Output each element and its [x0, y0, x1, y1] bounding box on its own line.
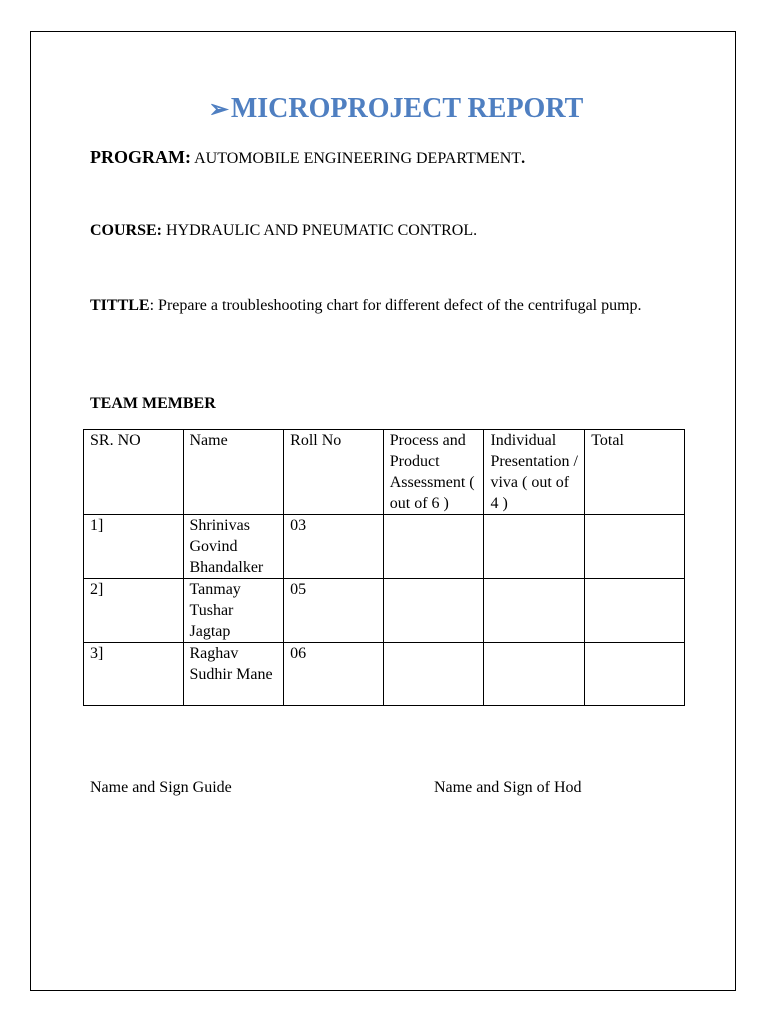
cell-name: Tanmay Tushar Jagtap — [183, 579, 284, 643]
guide-signature-label: Name and Sign Guide — [90, 779, 232, 796]
program-value: AUTOMOBILE ENGINEERING DEPARTMENT — [190, 150, 522, 167]
cell-individual-presentation — [484, 643, 585, 706]
header-process-assessment: Process and Product Assessment ( out of 6 ) — [383, 430, 484, 515]
table-row — [84, 643, 685, 706]
table-row — [84, 579, 685, 643]
cell-roll-no: 03 — [284, 515, 384, 579]
program-line — [90, 145, 690, 171]
cell-roll-no: 05 — [284, 579, 384, 643]
cell-individual-presentation — [484, 515, 585, 579]
course-label: COURSE: — [90, 222, 163, 239]
cell-process-assessment — [383, 643, 484, 706]
cell-process-assessment — [383, 515, 484, 579]
program-period: . — [521, 150, 526, 167]
table-header-row — [84, 430, 685, 515]
header-name: Name — [183, 430, 284, 515]
tittle-label: TITTLE — [90, 297, 150, 314]
cell-process-assessment — [383, 579, 484, 643]
cell-total — [585, 579, 685, 643]
cell-sr-no: 2] — [84, 579, 184, 643]
page-title — [0, 92, 768, 127]
course-line — [90, 219, 690, 243]
header-roll-no: Roll No — [284, 430, 384, 515]
cell-name: Shrinivas Govind Bhandalker — [183, 515, 284, 579]
program-label: PROGRAM: — [90, 147, 191, 167]
team-member-table — [83, 429, 685, 706]
hod-signature-label: Name and Sign of Hod — [434, 779, 582, 796]
team-member-heading: TEAM MEMBER — [90, 395, 216, 412]
header-sr-no: SR. NO — [84, 430, 184, 515]
header-individual-presentation: Individual Presentation / viva ( out of 4 ) — [484, 430, 585, 515]
page-title-text: MICROPROJECT REPORT — [230, 93, 584, 124]
cell-total — [585, 643, 685, 706]
table-row — [84, 515, 685, 579]
arrow-bullet-icon: ➢ — [208, 97, 229, 123]
course-value: HYDRAULIC AND PNEUMATIC CONTROL. — [162, 222, 478, 239]
cell-sr-no: 3] — [84, 643, 184, 706]
tittle-line — [90, 293, 680, 318]
cell-individual-presentation — [484, 579, 585, 643]
header-total: Total — [585, 430, 685, 515]
cell-name: Raghav Sudhir Mane — [183, 643, 284, 706]
tittle-value: : Prepare a troubleshooting chart for different defect of the centrifugal pump. — [149, 297, 642, 314]
cell-roll-no: 06 — [284, 643, 384, 706]
cell-sr-no: 1] — [84, 515, 184, 579]
cell-total — [585, 515, 685, 579]
